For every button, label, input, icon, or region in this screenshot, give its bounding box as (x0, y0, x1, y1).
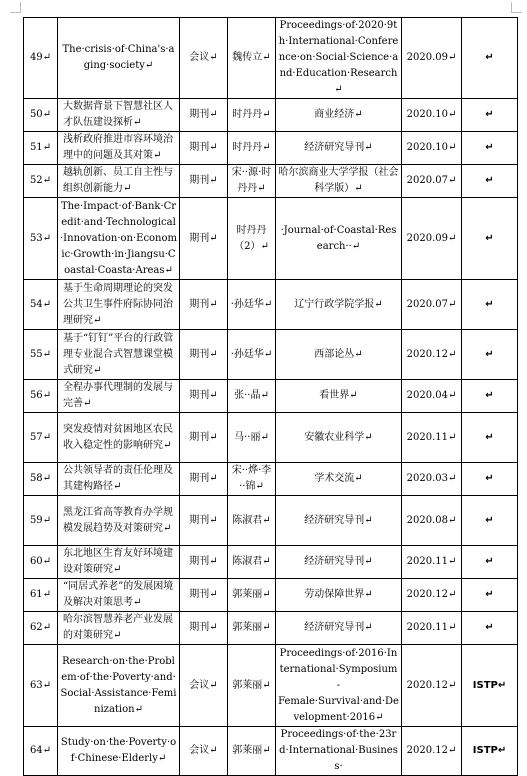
index-tag-cell: ↵ (462, 413, 518, 463)
publication-source-cell: 安徽农业科学↵ (276, 413, 402, 463)
index-tag-cell: ↵ (462, 612, 518, 645)
index-tag-cell: ↵ (462, 198, 518, 280)
publication-source-cell: ·Journal·of·Coastal·Research··↵ (276, 198, 402, 280)
publication-type-cell: 期刊↵ (180, 496, 228, 546)
row-number-cell: 60↵ (24, 546, 58, 579)
table-row (24, 546, 518, 579)
index-tag-cell: ↵ (462, 463, 518, 496)
author-name-cell: 时丹丹↵ (228, 132, 276, 165)
paper-title-cell: 基于生命周期理论的突发公共卫生事件府际协同治理研究↵ (58, 280, 180, 330)
publication-source-cell: 看世界↵ (276, 380, 402, 413)
publication-source-cell: Proceedings·of·the·23rd·International·Business· (276, 727, 402, 776)
author-name-cell: 时丹丹↵ (228, 99, 276, 132)
publication-type-cell: 会议↵ (180, 727, 228, 776)
publication-type-cell: 会议↵ (180, 18, 228, 99)
row-number-cell: 59↵ (24, 496, 58, 546)
author-name-cell: 马··丽↵ (228, 413, 276, 463)
index-tag-cell: ↵ (462, 546, 518, 579)
publication-type-cell: 期刊↵ (180, 330, 228, 380)
index-tag-cell: ↵ (462, 579, 518, 612)
publication-date-cell: 2020.03↵ (402, 463, 462, 496)
publication-type-cell: 期刊↵ (180, 280, 228, 330)
row-number-cell: 64↵ (24, 727, 58, 776)
row-number-cell: 61↵ (24, 579, 58, 612)
publication-type-cell: 期刊↵ (180, 380, 228, 413)
paper-title-cell: 突发疫情对贫困地区农民收入稳定性的影响研究↵ (58, 413, 180, 463)
paper-title-cell: 浅析政府推进市容环境治理中的问题及其对策↵ (58, 132, 180, 165)
publication-type-cell: 期刊↵ (180, 546, 228, 579)
publication-date-cell: 2020.12↵ (402, 727, 462, 776)
author-name-cell: 魏传立↵ (228, 18, 276, 99)
paper-title-cell: 基于“钉钉”平台的行政管理专业混合式智慧课堂模式研究↵ (58, 330, 180, 380)
publication-type-cell: 期刊↵ (180, 165, 228, 198)
publication-source-cell: 学术交流↵ (276, 463, 402, 496)
row-number-cell: 62↵ (24, 612, 58, 645)
row-number-cell: 56↵ (24, 380, 58, 413)
paper-title-cell: 大数据背景下智慧社区人才队伍建设探析↵ (58, 99, 180, 132)
paper-title-cell: Research·on·the·Problem·of·the·Poverty·and·Social·Assistance·Feminization↵ (58, 645, 180, 727)
row-number-cell: 53↵ (24, 198, 58, 280)
paper-title-cell: 哈尔滨智慧养老产业发展的对策研究↵ (58, 612, 180, 645)
publication-date-cell: 2020.10↵ (402, 99, 462, 132)
publication-date-cell: 2020.10↵ (402, 132, 462, 165)
index-tag-cell: ↵ (462, 99, 518, 132)
publication-table (23, 17, 518, 776)
publication-date-cell: 2020.07↵ (402, 165, 462, 198)
publication-type-cell: 会议↵ (180, 645, 228, 727)
publication-source-cell: Proceedings·of·2016·International·Symposium-Female·Survival·and·Development·2016↵ (276, 645, 402, 727)
publication-date-cell: 2020.07↵ (402, 280, 462, 330)
table-row (24, 380, 518, 413)
row-number-cell: 49↵ (24, 18, 58, 99)
publication-date-cell: 2020.11↵ (402, 413, 462, 463)
publication-source-cell: Proceedings·of·2020·9th·International·Conference·on·Social·Science·and·Education·Research↵ (276, 18, 402, 99)
author-name-cell: 陈淑君↵ (228, 546, 276, 579)
publication-date-cell: 2020.09↵ (402, 198, 462, 280)
publication-type-cell: 期刊↵ (180, 413, 228, 463)
index-tag-cell: ↵ (462, 330, 518, 380)
row-number-cell: 52↵ (24, 165, 58, 198)
table-row (24, 165, 518, 198)
index-tag-cell: ISTP↵ (462, 727, 518, 776)
publication-source-cell: 经济研究导刊↵ (276, 496, 402, 546)
publication-type-cell: 期刊↵ (180, 463, 228, 496)
author-name-cell: 郭莱丽↵ (228, 579, 276, 612)
author-name-cell: 郭莱丽↵ (228, 645, 276, 727)
publication-type-cell: 期刊↵ (180, 99, 228, 132)
publication-date-cell: 2020.09↵ (402, 18, 462, 99)
author-name-cell: 宋··源·时丹丹↵ (228, 165, 276, 198)
index-tag-cell: ↵ (462, 132, 518, 165)
publication-date-cell: 2020.12↵ (402, 330, 462, 380)
paper-title-cell: 东北地区生育友好环境建设对策研究↵ (58, 546, 180, 579)
publication-source-cell: 经济研究导刊↵ (276, 612, 402, 645)
publication-source-cell: 商业经济↵ (276, 99, 402, 132)
row-number-cell: 50↵ (24, 99, 58, 132)
table-row (24, 645, 518, 727)
author-name-cell: 陈淑君↵ (228, 496, 276, 546)
row-number-cell: 55↵ (24, 330, 58, 380)
table-row (24, 330, 518, 380)
row-number-cell: 63↵ (24, 645, 58, 727)
publication-date-cell: 2020.04↵ (402, 380, 462, 413)
index-tag-cell: ↵ (462, 18, 518, 99)
table-row (24, 579, 518, 612)
row-number-cell: 51↵ (24, 132, 58, 165)
author-name-cell: 时丹丹（2）↵ (228, 198, 276, 280)
page-corner-mark-right (511, 2, 522, 13)
index-tag-cell: ISTP↵ (462, 645, 518, 727)
publication-type-cell: 期刊↵ (180, 132, 228, 165)
index-tag-cell: ↵ (462, 380, 518, 413)
row-number-cell: 54↵ (24, 280, 58, 330)
publication-type-cell: 期刊↵ (180, 198, 228, 280)
table-row (24, 280, 518, 330)
paper-title-cell: 全程办事代理制的发展与完善↵ (58, 380, 180, 413)
publication-source-cell: 经济研究导刊↵ (276, 132, 402, 165)
publication-date-cell: 2020.08↵ (402, 496, 462, 546)
publication-date-cell: 2020.12↵ (402, 579, 462, 612)
publication-source-cell: 辽宁行政学院学报↵ (276, 280, 402, 330)
table-row (24, 18, 518, 99)
table-row (24, 99, 518, 132)
row-number-cell: 57↵ (24, 413, 58, 463)
index-tag-cell: ↵ (462, 165, 518, 198)
author-name-cell: ·孙廷华↵ (228, 280, 276, 330)
table-row (24, 198, 518, 280)
author-name-cell: ·孙廷华↵ (228, 330, 276, 380)
publication-source-cell: 哈尔滨商业大学学报（社会科学版）↵ (276, 165, 402, 198)
paper-title-cell: The·Impact·of·Bank·Credit·and·Technological·Innovation·on·Economic·Growth·in·Jiangsu·Coastal·Coasta·Areas↵ (58, 198, 180, 280)
author-name-cell: 郭莱丽↵ (228, 727, 276, 776)
publication-type-cell: 期刊↵ (180, 579, 228, 612)
index-tag-cell: ↵ (462, 280, 518, 330)
paper-title-cell: Study·on·the·Poverty·of·Chinese·Elderly↵ (58, 727, 180, 776)
publication-type-cell: 期刊↵ (180, 612, 228, 645)
author-name-cell: 张··晶↵ (228, 380, 276, 413)
publication-date-cell: 2020.11↵ (402, 546, 462, 579)
publication-source-cell: 劳动保障世界↵ (276, 579, 402, 612)
publication-source-cell: 经济研究导刊↵ (276, 546, 402, 579)
publication-date-cell: 2020.11↵ (402, 612, 462, 645)
table-row (24, 413, 518, 463)
paper-title-cell: 公共领导者的责任伦理及其建构路径↵ (58, 463, 180, 496)
paper-title-cell: The·crisis·of·China's·aging·society↵ (58, 18, 180, 99)
table-row (24, 463, 518, 496)
row-number-cell: 58↵ (24, 463, 58, 496)
publication-table-body (24, 18, 518, 776)
author-name-cell: 郭莱丽↵ (228, 612, 276, 645)
paper-title-cell: 黑龙江省高等教育办学规模发展趋势及对策研究↵ (58, 496, 180, 546)
table-row (24, 727, 518, 776)
paper-title-cell: “同居式养老”的发展困境及解决对策思考↵ (58, 579, 180, 612)
table-row (24, 612, 518, 645)
index-tag-cell: ↵ (462, 496, 518, 546)
author-name-cell: 宋··烨·李··锦↵ (228, 463, 276, 496)
publication-source-cell: 西部论丛↵ (276, 330, 402, 380)
table-row (24, 496, 518, 546)
table-row (24, 132, 518, 165)
publication-date-cell: 2020.12↵ (402, 645, 462, 727)
page-corner-mark-left (10, 2, 21, 13)
paper-title-cell: 越轨创新、员工自主性与组织创新能力↵ (58, 165, 180, 198)
